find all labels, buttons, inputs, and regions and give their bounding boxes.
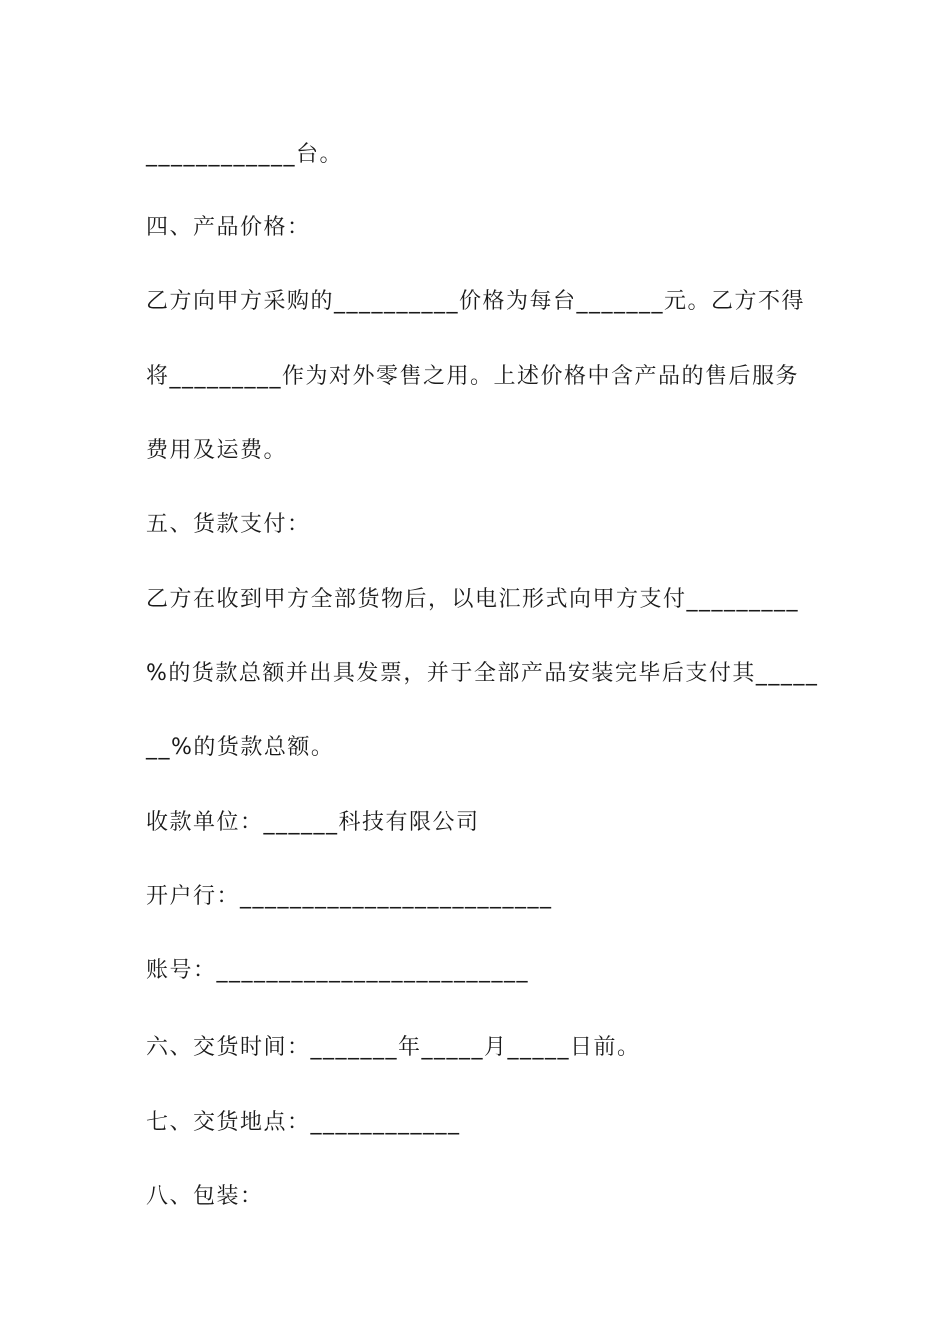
payee-line: 收款单位：______科技有限公司 xyxy=(146,810,480,835)
heading-payment: 五、货款支付： xyxy=(146,512,311,537)
text-line-payment-2: %的货款总额并出具发票，并于全部产品安装完毕后支付其_____ xyxy=(146,661,819,686)
heading-product-price: 四、产品价格： xyxy=(146,215,311,240)
text-line-price-2: 将_________作为对外零售之用。上述价格中含产品的售后服务 xyxy=(146,364,800,389)
bank-line: 开户行：_________________________ xyxy=(146,884,553,909)
text-line-payment-3: __%的货款总额。 xyxy=(146,735,335,760)
text-line-price-1: 乙方向甲方采购的__________价格为每台_______元。乙方不得 xyxy=(146,289,806,314)
text-line-price-3: 费用及运费。 xyxy=(146,438,288,463)
heading-delivery-place: 七、交货地点：____________ xyxy=(146,1110,461,1135)
heading-packaging: 八、包装： xyxy=(146,1184,264,1209)
text-line-payment-1: 乙方在收到甲方全部货物后，以电汇形式向甲方支付_________ xyxy=(146,587,800,612)
account-line: 账号：_________________________ xyxy=(146,958,530,983)
heading-delivery-time: 六、交货时间：_______年_____月_____日前。 xyxy=(146,1035,641,1060)
text-line-quantity-end: ____________台。 xyxy=(146,142,344,167)
